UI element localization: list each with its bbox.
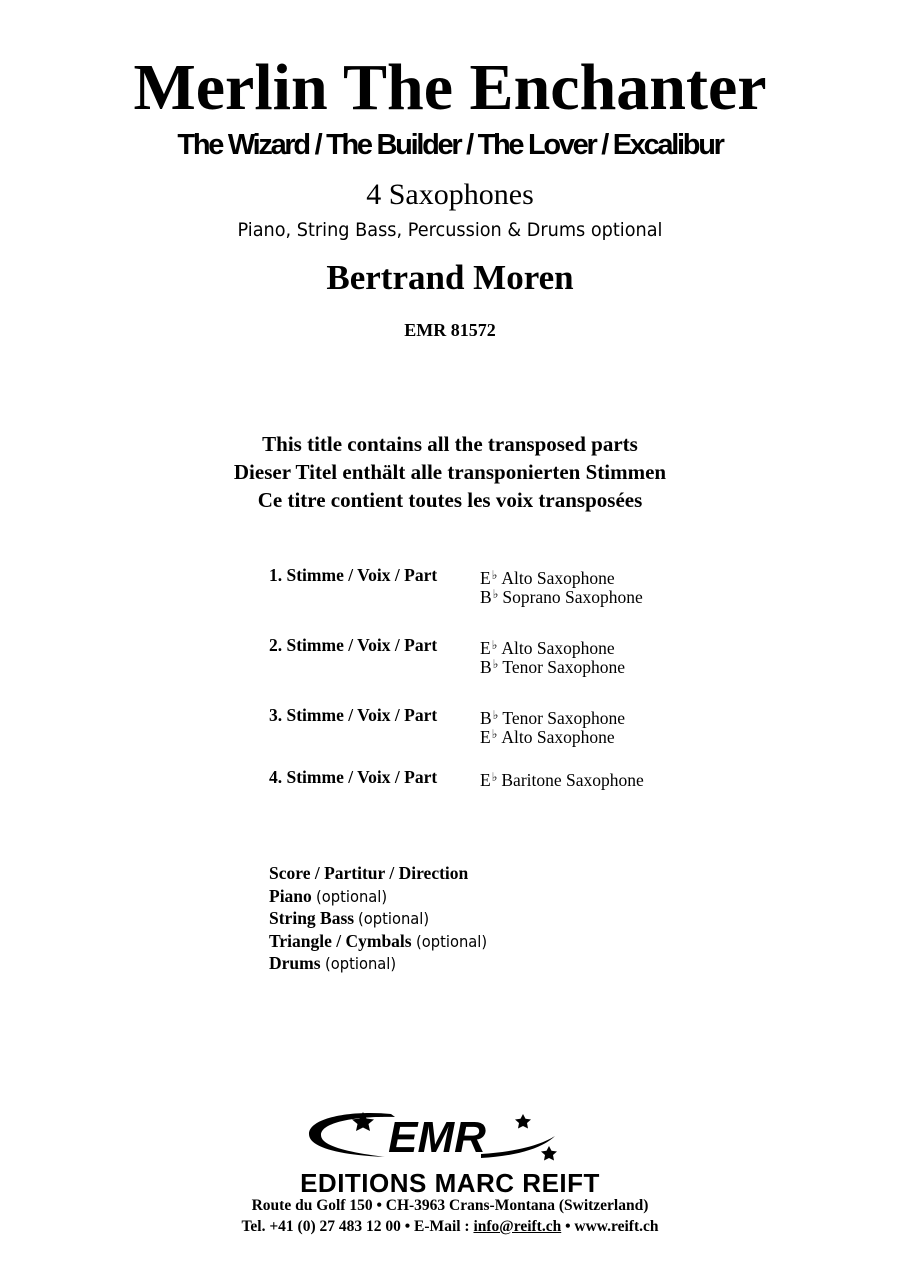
flat-icon: ♭ [491, 727, 498, 741]
extra-name: Piano [269, 885, 312, 906]
flat-icon: ♭ [491, 770, 498, 784]
instrument-line [480, 655, 626, 677]
instrument-line [480, 706, 626, 728]
cover-subtitle: The Wizard / The Builder / The Lover / Excalibur [177, 129, 723, 161]
extra-item [269, 907, 493, 930]
publisher-name: EDITIONS MARC REIFT [300, 1168, 600, 1198]
instrument-key: B [480, 587, 492, 607]
part-instruments [480, 566, 643, 607]
flat-icon: ♭ [492, 657, 499, 671]
instrument-name: Alto Saxophone [501, 638, 615, 658]
website-text: • www.reift.ch [561, 1218, 659, 1235]
flat-icon: ♭ [491, 638, 498, 652]
flat-icon: ♭ [492, 587, 499, 601]
part-label: 4. Stimme / Voix / Part [269, 767, 438, 787]
instrument-key: B [480, 657, 492, 677]
part-instruments [480, 636, 626, 677]
emr-logo [305, 1108, 567, 1168]
instrument-line [480, 768, 644, 790]
instrument-line [480, 725, 625, 747]
instrument-name: Soprano Saxophone [502, 587, 643, 607]
instrument-name: Tenor Saxophone [502, 657, 626, 677]
publisher-address: Route du Golf 150 • CH-3963 Crans-Montana (Switzerland) [251, 1197, 649, 1214]
extra-note: (optional) [316, 886, 388, 906]
instrument-key: B [480, 708, 492, 728]
instrumentation: 4 Saxophones [366, 178, 534, 211]
instrument-key: E [480, 770, 491, 790]
instrument-name: Baritone Saxophone [501, 770, 644, 790]
optional-instruments: Piano, String Bass, Percussion & Drums optional [237, 219, 663, 241]
extras-list [269, 862, 493, 975]
flat-icon: ♭ [491, 568, 498, 582]
instrument-key: E [480, 727, 491, 747]
notice-english: This title contains all the transposed parts [262, 432, 638, 456]
part-label: 3. Stimme / Voix / Part [269, 705, 438, 725]
extra-item [269, 930, 493, 953]
instrument-key: E [480, 638, 491, 658]
notice-french: Ce titre contient toutes les voix transposées [257, 488, 643, 512]
extra-note: (optional) [324, 954, 397, 973]
logo-text: EMR [388, 1113, 486, 1162]
notice-german: Dieser Titel enthält alle transponierten Stimmen [233, 460, 667, 484]
extra-item [269, 862, 493, 885]
part-instruments [480, 706, 626, 747]
extra-name: Score / Partitur / Direction [269, 863, 469, 883]
extra-item [269, 952, 493, 975]
part-instruments [480, 768, 644, 790]
instrument-name: Alto Saxophone [501, 727, 615, 747]
instrument-name: Alto Saxophone [501, 568, 615, 588]
extra-name: Triangle / Cymbals [269, 930, 412, 951]
instrument-key: E [480, 568, 491, 588]
extra-note: (optional) [415, 931, 488, 951]
catalog-number: EMR 81572 [404, 320, 496, 340]
publisher-contact [0, 1217, 900, 1237]
cover-title: Merlin The Enchanter [133, 51, 767, 124]
composer-name: Bertrand Moren [326, 258, 574, 297]
instrument-line [480, 585, 643, 607]
instrument-line [480, 636, 625, 658]
part-label: 2. Stimme / Voix / Part [269, 635, 438, 655]
extra-note: (optional) [358, 909, 430, 928]
instrument-line [480, 566, 643, 588]
telephone-text: Tel. +41 (0) 27 483 12 00 • E-Mail : [241, 1218, 474, 1235]
email-link[interactable]: info@reift.ch [473, 1218, 562, 1235]
extra-name: Drums [269, 953, 321, 973]
flat-icon: ♭ [492, 708, 499, 722]
part-label: 1. Stimme / Voix / Part [269, 565, 438, 585]
extra-item [269, 885, 493, 908]
extra-name: String Bass [269, 908, 355, 928]
instrument-name: Tenor Saxophone [502, 708, 626, 728]
